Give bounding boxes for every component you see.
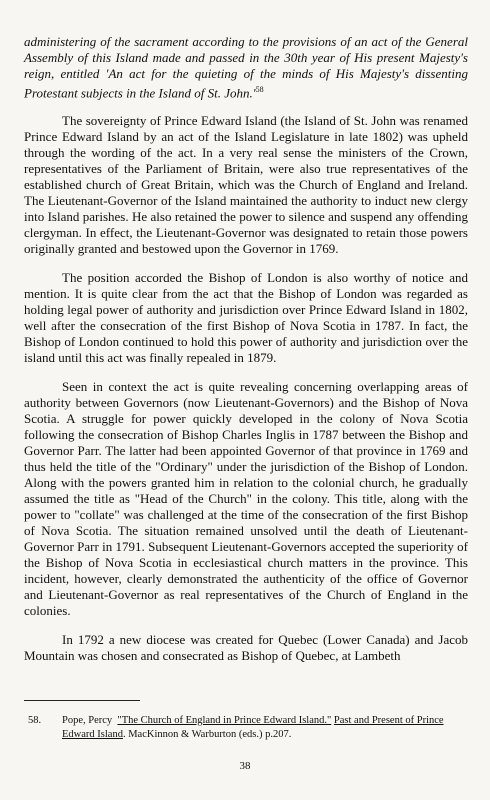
block-quote — [24, 34, 468, 101]
footnote-text — [62, 714, 468, 742]
paragraph-overlapping-authority: Seen in context the act is quite revealing concerning overlapping areas of authority between Governors (now Lieutenant-Governors) and the Bishop of Nova Scotia. A struggle for power quickly developed in the colony of Nova Scotia following the consecration of Bishop Charles Inglis in 1787 between the Bishop and Governor Parr. The latter had been appointed Governor of that province in 1769 and thus held the title of the "Ordinary" under the jurisdiction of the Bishop of London. Along with the powers granted him in relation to the colonial church, he gradually assumed the title as "Head of the Church" in the colony. This title, along with the power to "collate" was challenged at the time of the consecration of the first Bishop of Nova Scotia. The situation remained unsolved until the death of Lieutenant-Governor Parr in 1791. Subsequent Lieutenant-Governors accepted the superiority of the Bishop of Nova Scotia in ecclesiastical church matters in the province. This incident, however, clearly demonstrated the authenticity of the office of Governor and Lieutenant-Governor as real representatives of the Church of England in the colonies. — [24, 379, 468, 619]
footnote — [28, 714, 468, 742]
footnote-article-title: "The Church of England in Prince Edward Island." — [117, 715, 332, 726]
page-number: 38 — [239, 760, 251, 772]
footnote-publication-info: . MacKinnon & Warburton (eds.) p.207. — [122, 729, 292, 740]
page-body — [24, 34, 468, 677]
footnote-number: 58. — [28, 715, 42, 726]
paragraph-quebec-diocese: In 1792 a new diocese was created for Quebec (Lower Canada) and Jacob Mountain was chosen and consecrated as Bishop of Quebec, at Lambeth — [24, 632, 468, 664]
quote-text: administering of the sacrament according to the provisions of an act of the General Assembly of this Island made and passed in the 30th year of His present Majesty's reign, entitled 'An act for the quieting of the minds of His Majesty's dissenting Protestant subjects in the Island of St. John.' — [24, 34, 468, 101]
paragraph-bishop-of-london: The position accorded the Bishop of London is also worthy of notice and mention. It is quite clear from the act that the Bishop of London was regarded as holding legal power of authority and jurisdiction over Prince Edward Island in 1802, well after the consecration of the first Bishop of Nova Scotia in 1787. In fact, the Bishop of London continued to hold this power of authority and jurisdiction over the island until this act was finally repealed in 1879. — [24, 270, 468, 366]
footnote-reference: 58 — [255, 85, 264, 94]
footnote-divider — [24, 700, 140, 701]
footnote-author: Pope, Percy — [62, 715, 113, 726]
paragraph-sovereignty: The sovereignty of Prince Edward Island (the Island of St. John was renamed Prince Edward Island by an act of the Island Legislature in late 1802) was upheld through the wording of the act. In a very real sense the ministers of the Crown, representatives of the Parliament of Britain, were also true representatives of the established church of Great Britain, which was the Church of England and Ireland. The Lieutenant-Governor of the Island maintained the authority to induct new clergy into Island parishes. He also retained the power to silence and suspend any offending clergyman. In effect, the Lieutenant-Governor was designated to retain those powers originally granted and bestowed upon the Governor in 1769. — [24, 113, 468, 257]
footnote-book-title: Past and Present of Prince Edward Island — [62, 715, 444, 740]
